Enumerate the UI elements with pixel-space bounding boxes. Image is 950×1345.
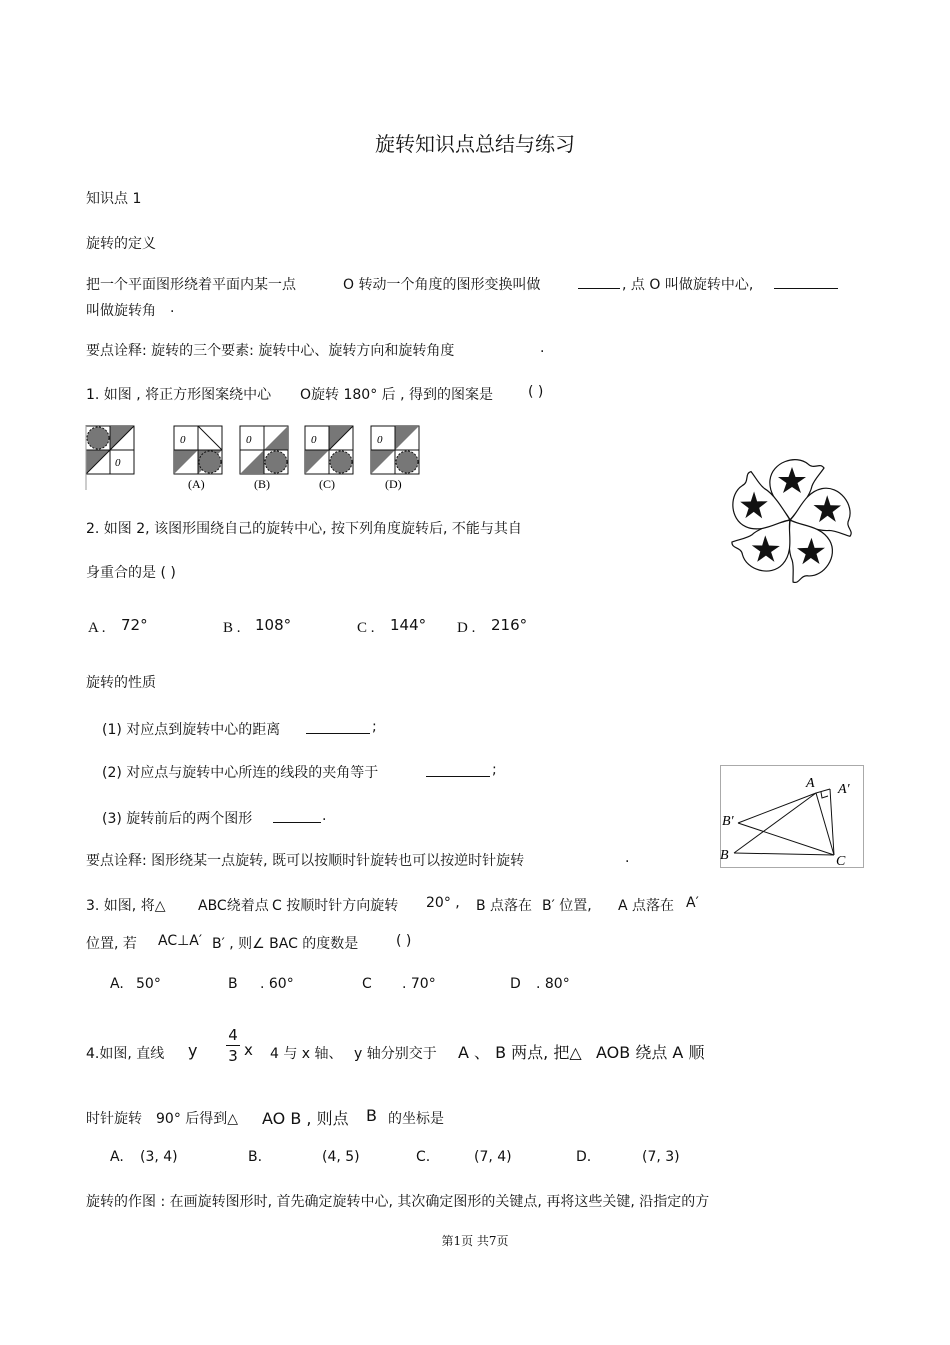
question-1-text: O旋转 180° 后 , 得到的图案是 [300,387,493,403]
question-4-option-c-letter: C. [416,1149,431,1165]
question-4-text: 4.如图, 直线 [86,1046,165,1062]
property-1-end: ; [372,719,377,735]
square-pattern-option-b [240,426,288,491]
fraction-denominator: 3 [228,1047,238,1065]
page-footer: 第1页 共7页 [441,1234,509,1248]
question-2-option-c-value: 144° [390,616,427,634]
question-2-option-d-value: 216° [491,616,528,634]
question-3-text: C 按顺时针方向旋转 [272,898,399,914]
question-3-text: B 点落在 [476,898,533,914]
question-2-option-b-value: 108° [255,616,292,634]
label-B: B [720,848,729,863]
question-2-option-a-value: 72° [121,616,148,634]
definition-text: . [170,300,175,316]
question-4-var-y: y [188,1041,198,1060]
question-4-text: 4 与 x 轴、 [270,1046,343,1062]
definition-text: 把一个平面图形绕着平面内某一点 [86,277,296,293]
label-B-prime: B′ [722,814,734,829]
option-c-label: (C) [319,477,335,491]
property-2-blank [426,764,490,777]
key-point-text: 要点诠释: 旋转的三个要素: 旋转中心、旋转方向和旋转角度 [86,343,455,359]
question-4-fraction [226,1026,240,1065]
option-d-label: (D) [385,477,402,491]
question-2-text: 2. 如图 2, 该图形围绕自己的旋转中心, 按下列角度旋转后, 不能与其自 [86,521,522,537]
question-4-text: AOB 绕点 A 顺 [596,1043,705,1062]
definition-blank [578,276,620,289]
label-A-prime: A′ [838,782,850,797]
question-3-option-b-letter: B [228,976,238,992]
cell-letter: 0 [311,434,317,446]
question-4-text: 的坐标是 [388,1111,444,1127]
question-3-text: A′ [686,895,699,911]
property-1-blank [306,721,370,734]
question-1-text: 1. 如图 , 将正方形图案绕中心 [86,387,272,403]
question-4-text: 90° 后得到△ [156,1111,239,1127]
question-4-option-d-letter: D. [576,1149,592,1165]
key-point-text: . [625,850,630,866]
question-3-option-d-letter: D [510,976,521,992]
question-4-option-a-letter: A. [110,1149,124,1165]
question-2-text: 身重合的是 ( ) [86,565,176,581]
properties-heading: 旋转的性质 [86,675,156,691]
question-4-option-d-value: (7, 3) [642,1149,680,1165]
fraction-numerator: 4 [228,1026,238,1044]
question-3-text: 20° , [426,895,460,911]
question-3-option-d-value: . 80° [536,976,570,992]
option-b-label: (B) [254,477,270,491]
question-2-option-a-letter: A . [88,620,106,636]
question-1-paren: ( ) [528,384,544,400]
page-title: 旋转知识点总结与练习 [375,132,575,156]
question-4-text: A 、 B 两点, 把△ [458,1043,582,1062]
square-pattern-option-a [174,426,222,491]
question-4-option-b-value: (4, 5) [322,1149,360,1165]
question-1-figures [84,424,424,492]
question-3-option-c-value: . 70° [402,976,436,992]
question-2-option-c-letter: C . [357,620,375,636]
question-4-text: 时针旋转 [86,1111,142,1127]
cell-letter: 0 [115,457,121,469]
question-4-option-b-letter: B. [248,1149,263,1165]
question-3-text: 3. 如图, 将△ [86,898,166,914]
question-3-text: AC⊥A′ [158,933,203,949]
flower-figure [718,450,863,590]
question-4-option-a-value: (3, 4) [140,1149,178,1165]
square-pattern-original [86,426,134,490]
question-3-option-c-letter: C [362,976,372,992]
definition-text: 叫做旋转角 [86,303,156,319]
question-3-option-b-value: . 60° [260,976,294,992]
section-heading: 知识点 1 [86,191,142,207]
definition-text: , 点 O 叫做旋转中心, [622,277,754,293]
question-3-text: 位置, 若 [86,936,137,952]
rotation-triangle-figure [720,765,864,869]
cell-letter: 0 [246,434,252,446]
question-4-text: y 轴分别交于 [354,1046,437,1062]
definition-blank [774,276,838,289]
drawing-text: 旋转的作图 : 在画旋转图形时, 首先确定旋转中心, 其次确定图形的关键点, 再将这些关键, 沿指定的方 [86,1194,710,1210]
question-3-text: ABC绕着点 [198,898,269,914]
cell-letter: 0 [180,434,186,446]
question-3-paren: ( ) [396,933,412,949]
label-A: A [806,776,815,791]
bauhinia-flower [726,460,858,589]
question-3-text: B′ , 则∠ BAC 的度数是 [212,936,359,952]
question-4-option-c-value: (7, 4) [474,1149,512,1165]
question-3-text: B′ 位置, [542,898,592,914]
property-3-blank [273,810,321,823]
label-C: C [836,854,846,869]
definition-text: O 转动一个角度的图形变换叫做 [343,277,541,293]
question-2-option-b-letter: B . [223,620,241,636]
property-1-text: (1) 对应点到旋转中心的距离 [102,722,281,738]
square-pattern-option-d [371,426,419,491]
property-2-text: (2) 对应点与旋转中心所连的线段的夹角等于 [102,765,379,781]
question-4-text: B [366,1106,377,1125]
definition-heading: 旋转的定义 [86,236,156,252]
question-4-text: AO B , 则点 [262,1109,349,1128]
question-3-option-a-letter: A. [110,976,124,992]
key-point-text: 要点诠释: 图形绕某一点旋转, 既可以按顺时针旋转也可以按逆时针旋转 [86,853,525,869]
key-point-text: . [540,340,545,356]
property-3-text: (3) 旋转前后的两个图形 [102,811,253,827]
property-2-end: ; [492,762,497,778]
question-3-text: A 点落在 [618,898,675,914]
question-4-var-x: x [244,1041,253,1059]
question-3-option-a-value: 50° [136,976,161,992]
square-pattern-option-c [305,426,353,491]
property-3-end: . [322,808,327,824]
cell-letter: 0 [377,434,383,446]
question-2-option-d-letter: D . [457,620,476,636]
option-a-label: (A) [188,477,205,491]
